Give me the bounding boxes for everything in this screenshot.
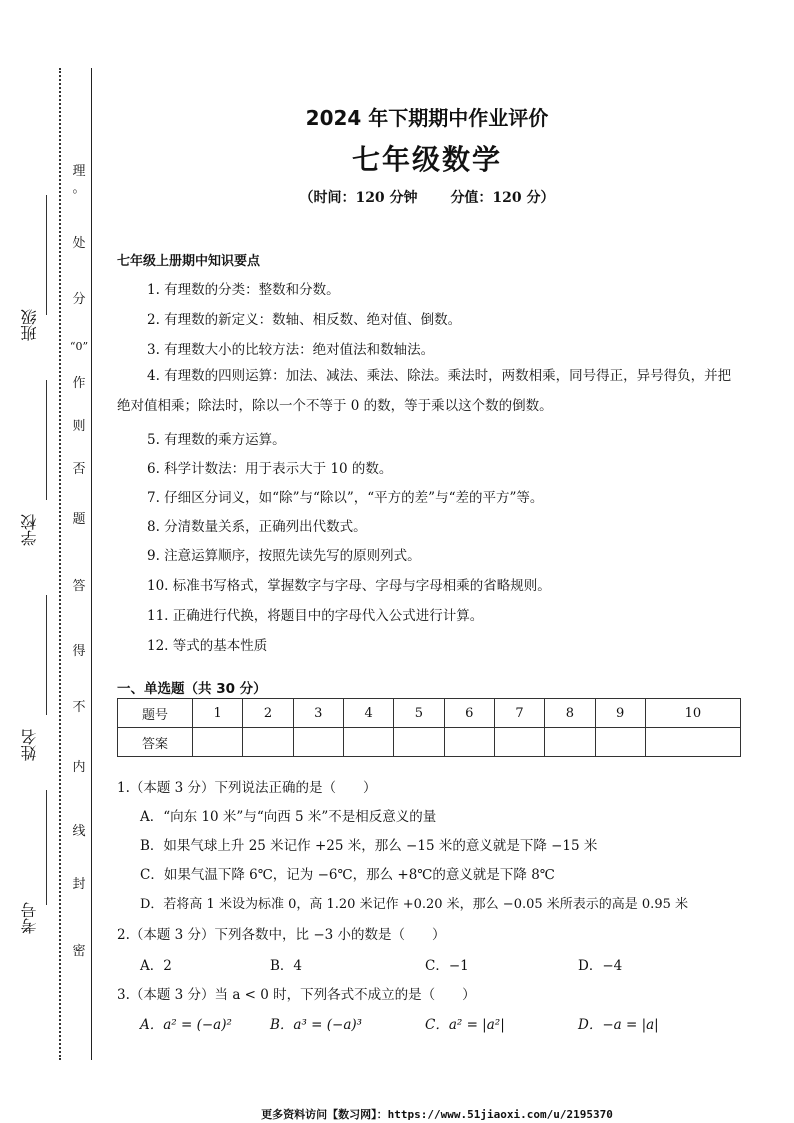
seal-char: 线 (72, 824, 86, 839)
seal-char: 不 (72, 700, 86, 715)
answer-cell[interactable] (193, 728, 243, 757)
seal-char: 得 (72, 644, 86, 659)
seal-char: 否 (72, 462, 86, 477)
question-number-cell: 4 (343, 699, 393, 728)
seal-char: 。 (72, 181, 86, 196)
table-header-cell: 答案 (118, 728, 193, 757)
knowledge-point: 8. 分清数量关系，正确列出代数式。 (147, 519, 367, 535)
seal-char: 作 (72, 376, 86, 391)
option-b: B．如果气球上升 25 米记作 +25 米，那么 −15 米的意义就是下降 −15 米 (140, 838, 598, 854)
knowledge-point: 12. 等式的基本性质 (147, 638, 268, 654)
seal-char: 题 (72, 512, 86, 527)
knowledge-point: 4. 有理数的四则运算：加法、减法、乘法、除法。乘法时，两数相乘，同号得正，异号得负，并把绝对值相乘；除法时，除以一个不等于 0 的数，等于乘以这个数的倒数。 (117, 368, 732, 414)
table-row (118, 728, 741, 757)
question-number-cell: 10 (645, 699, 740, 728)
exam-info (0, 187, 794, 207)
answer-cell[interactable] (394, 728, 444, 757)
seal-char: “0” (69, 340, 89, 353)
question-stem: 1.（本题 3 分）下列说法正确的是（ ） (117, 780, 377, 796)
table-header-cell: 题号 (118, 699, 193, 728)
name-label: 姓名 (20, 729, 39, 761)
answer-cell[interactable] (595, 728, 645, 757)
knowledge-point: 11. 正确进行代换，将题目中的字母代入公式进行计算。 (147, 608, 484, 624)
option-b: B．4 (270, 958, 303, 974)
option-a: A．a² = (−a)² (140, 1017, 232, 1033)
seal-char: 答 (72, 579, 86, 594)
answer-cell[interactable] (243, 728, 293, 757)
question-number-cell: 3 (293, 699, 343, 728)
seal-char: 密 (72, 944, 86, 959)
knowledge-point: 6. 科学计数法：用于表示大于 10 的数。 (147, 461, 393, 477)
name-field[interactable] (18, 590, 48, 760)
question-stem: 2.（本题 3 分）下列各数中，比 −3 小的数是（ ） (117, 927, 446, 943)
class-field[interactable] (18, 195, 48, 365)
class-label: 班级 (20, 309, 39, 341)
answer-cell[interactable] (545, 728, 595, 757)
question-number-cell: 7 (494, 699, 544, 728)
name-underline (46, 595, 47, 715)
knowledge-point: 2. 有理数的新定义：数轴、相反数、绝对值、倒数。 (147, 312, 462, 328)
answer-cell[interactable] (645, 728, 740, 757)
question-number-cell: 1 (193, 699, 243, 728)
option-c: C．a² = |a²| (425, 1017, 505, 1033)
section-title: 一、单选题（共 30 分） (117, 681, 267, 697)
exam-id-underline (46, 790, 47, 905)
knowledge-point: 1. 有理数的分类：整数和分数。 (147, 282, 340, 298)
knowledge-point: 10. 标准书写格式，掌握数字与字母、字母与字母相乘的省略规则。 (147, 578, 551, 594)
binding-line (91, 68, 92, 1060)
seal-char: 处 (72, 236, 86, 251)
option-c: C．−1 (425, 958, 469, 974)
knowledge-point: 5. 有理数的乘方运算。 (147, 432, 286, 448)
seal-char: 理 (72, 164, 86, 179)
school-underline (46, 380, 47, 500)
table-row (118, 699, 741, 728)
option-d: D．−a = |a| (578, 1017, 659, 1033)
answer-cell[interactable] (444, 728, 494, 757)
knowledge-point: 3. 有理数大小的比较方法：绝对值法和数轴法。 (147, 342, 435, 358)
option-d: D．若将高 1 米设为标准 0，高 1.20 米记作 +0.20 米，那么 −0.05 米所表示的高是 0.95 米 (140, 897, 688, 912)
knowledge-title: 七年级上册期中知识要点 (117, 254, 261, 269)
subject-title: 七年级数学 (351, 143, 502, 176)
school-field[interactable] (18, 375, 48, 545)
question-number-cell: 8 (545, 699, 595, 728)
question-stem: 3.（本题 3 分）当 a < 0 时，下列各式不成立的是（ ） (117, 987, 476, 1003)
knowledge-point: 9. 注意运算顺序，按照先读先写的原则列式。 (147, 548, 421, 564)
school-label: 学校 (20, 514, 39, 546)
option-c: C．如果气温下降 6℃，记为 −6℃，那么 +8℃的意义就是下降 8℃ (140, 867, 555, 883)
time-info: （时间：120 分钟 (299, 190, 418, 206)
seal-char: 封 (72, 877, 86, 892)
seal-char: 分 (72, 292, 86, 307)
knowledge-point: 7. 仔细区分词义，如“除”与“除以”，“平方的差”与“差的平方”等。 (147, 490, 544, 506)
seal-char: 则 (72, 419, 86, 434)
exam-id-field[interactable] (18, 790, 48, 960)
seal-char: 内 (72, 760, 86, 775)
answer-cell[interactable] (293, 728, 343, 757)
question-number-cell: 2 (243, 699, 293, 728)
option-a: A．“向东 10 米”与“向西 5 米”不是相反意义的量 (140, 809, 437, 825)
exam-id-label: 考号 (20, 902, 39, 934)
option-d: D．−4 (578, 958, 623, 974)
score-info: 分值：120 分） (450, 190, 555, 206)
class-underline (46, 195, 47, 315)
answer-table (117, 698, 741, 757)
option-b: B．a³ = (−a)³ (270, 1017, 363, 1033)
question-number-cell: 5 (394, 699, 444, 728)
dotted-cut-line (59, 68, 61, 1060)
footer-link[interactable]: 更多资料访问【数习网】：https://www.51jiaoxi.com/u/2195370 (261, 1108, 613, 1121)
exam-title: 2024 年下期期中作业评价 (305, 106, 549, 130)
answer-cell[interactable] (343, 728, 393, 757)
answer-cell[interactable] (494, 728, 544, 757)
question-number-cell: 9 (595, 699, 645, 728)
option-a: A．2 (140, 958, 172, 974)
question-number-cell: 6 (444, 699, 494, 728)
